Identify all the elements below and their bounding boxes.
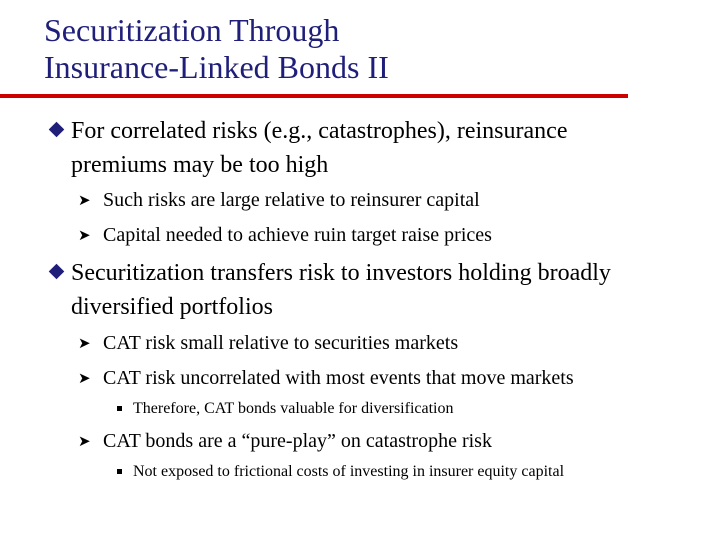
- arrowhead-bullet-icon: ➤: [78, 191, 91, 209]
- bullet-1-sub-2: Capital needed to achieve ruin target raise prices: [103, 224, 492, 246]
- diamond-bullet-icon: [49, 122, 65, 138]
- slide-title: [44, 12, 684, 86]
- bullet-2-sub-2-detail: Therefore, CAT bonds valuable for diversification: [133, 400, 454, 417]
- arrowhead-bullet-icon: ➤: [78, 334, 91, 352]
- bullet-2-text: [71, 256, 611, 324]
- bullet-1-sub-1: Such risks are large relative to reinsurer capital: [103, 189, 480, 211]
- square-bullet-icon: [117, 469, 122, 474]
- bullet-2-sub-3-detail: Not exposed to frictional costs of investing in insurer equity capital: [133, 463, 565, 480]
- bullet-1-line-2: premiums may be too high: [71, 152, 329, 178]
- bullet-2-sub-2: CAT risk uncorrelated with most events that move markets: [103, 367, 574, 389]
- bullet-2-sub-1: CAT risk small relative to securities markets: [103, 332, 459, 354]
- slide-title-line-1: Securitization Through: [44, 12, 340, 48]
- diamond-bullet-icon: [49, 264, 65, 280]
- title-underline-rule: [0, 94, 628, 98]
- bullet-1-line-1: For correlated risks (e.g., catastrophes), reinsurance: [71, 118, 568, 144]
- bullet-2-sub-3: CAT bonds are a “pure-play” on catastrophe risk: [103, 430, 492, 452]
- bullet-1-text: [71, 114, 567, 182]
- slide-title-line-2: Insurance-Linked Bonds II: [44, 49, 389, 85]
- arrowhead-bullet-icon: ➤: [78, 432, 91, 450]
- arrowhead-bullet-icon: ➤: [78, 369, 91, 387]
- bullet-2-line-2: diversified portfolios: [71, 294, 273, 320]
- arrowhead-bullet-icon: ➤: [78, 226, 91, 244]
- square-bullet-icon: [117, 406, 122, 411]
- bullet-2-line-1: Securitization transfers risk to investors holding broadly: [71, 260, 611, 286]
